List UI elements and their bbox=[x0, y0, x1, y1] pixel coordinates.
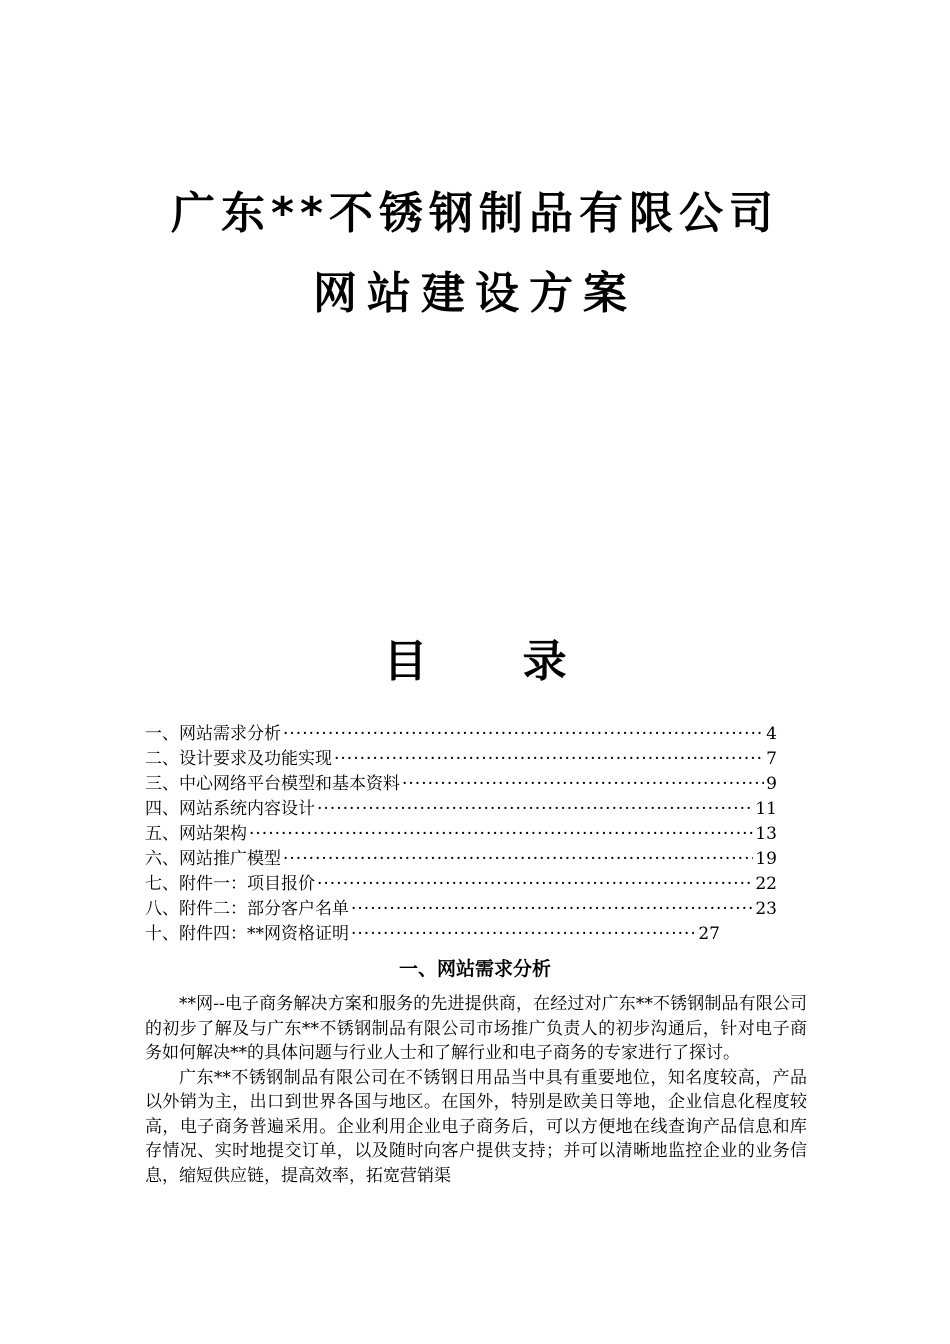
toc-leader-dots bbox=[283, 847, 753, 872]
toc-leader-dots bbox=[249, 822, 753, 847]
toc-item-page: 9 bbox=[766, 774, 777, 794]
toc-item-label: 四、网站系统内容设计 bbox=[145, 799, 315, 819]
paragraph: **网--电子商务解决方案和服务的先进提供商，在经过对广东**不锈钢制品有限公司的初步了解及与广东**不锈钢制品有限公司市场推广负责人的初步沟通后，针对电子商务如何解决**的具体问题与行业人士和了解行业和电子商务的专家进行了探讨。 bbox=[145, 994, 807, 1063]
toc-item-page: 23 bbox=[755, 899, 777, 919]
toc-item-page: 19 bbox=[755, 849, 777, 869]
toc-leader-dots bbox=[351, 922, 696, 947]
document-title-line-1: 广东**不锈钢制品有限公司 bbox=[170, 188, 780, 239]
toc-item-label: 七、附件一：项目报价 bbox=[145, 874, 315, 894]
toc-item[interactable] bbox=[145, 822, 777, 847]
toc-item-page: 22 bbox=[755, 874, 777, 894]
table-of-contents bbox=[145, 722, 777, 947]
toc-item-label: 六、网站推广模型 bbox=[145, 849, 281, 869]
toc-leader-dots bbox=[317, 797, 753, 822]
paragraph: 广东**不锈钢制品有限公司在不锈钢日用品当中具有重要地位，知名度较高，产品以外销为主，出口到世界各国与地区。在国外，特别是欧美日等地，企业信息化程度较高，电子商务普遍采用。企业利用企业电子商务后，可以方便地在线查询产品信息和库存情况、实时地提交订单，以及随时向客户提供支持；并可以清晰地监控企业的业务信息，缩短供应链，提高效率，拓宽营销渠 bbox=[145, 1067, 807, 1186]
toc-item-page: 4 bbox=[766, 724, 777, 744]
toc-item-page: 7 bbox=[766, 749, 777, 769]
toc-item-label: 五、网站架构 bbox=[145, 824, 247, 844]
toc-item[interactable] bbox=[145, 922, 720, 947]
toc-leader-dots bbox=[283, 722, 764, 747]
toc-item-page: 11 bbox=[755, 799, 777, 819]
toc-item[interactable] bbox=[145, 722, 777, 747]
toc-item[interactable] bbox=[145, 772, 777, 797]
toc-leader-dots bbox=[334, 747, 764, 772]
toc-item[interactable] bbox=[145, 897, 777, 922]
section-body bbox=[145, 992, 807, 1188]
document-title-line-2: 网站建设方案 bbox=[313, 268, 637, 319]
toc-item[interactable] bbox=[145, 747, 777, 772]
toc-leader-dots bbox=[317, 872, 753, 897]
section-heading: 一、网站需求分析 bbox=[398, 958, 551, 980]
toc-item-label: 十、附件四：**网资格证明 bbox=[145, 924, 349, 944]
toc-item-label: 八、附件二：部分客户名单 bbox=[145, 899, 349, 919]
toc-item-label: 二、设计要求及功能实现 bbox=[145, 749, 332, 769]
toc-item-page: 13 bbox=[755, 824, 777, 844]
toc-leader-dots bbox=[402, 772, 764, 797]
toc-item-label: 一、网站需求分析 bbox=[145, 724, 281, 744]
toc-item[interactable] bbox=[145, 847, 777, 872]
toc-item[interactable] bbox=[145, 797, 777, 822]
toc-item-label: 三、中心网络平台模型和基本资料 bbox=[145, 774, 400, 794]
toc-item-page: 27 bbox=[698, 924, 720, 944]
toc-item[interactable] bbox=[145, 872, 777, 897]
toc-heading: 目 录 bbox=[383, 636, 607, 687]
toc-leader-dots bbox=[351, 897, 753, 922]
